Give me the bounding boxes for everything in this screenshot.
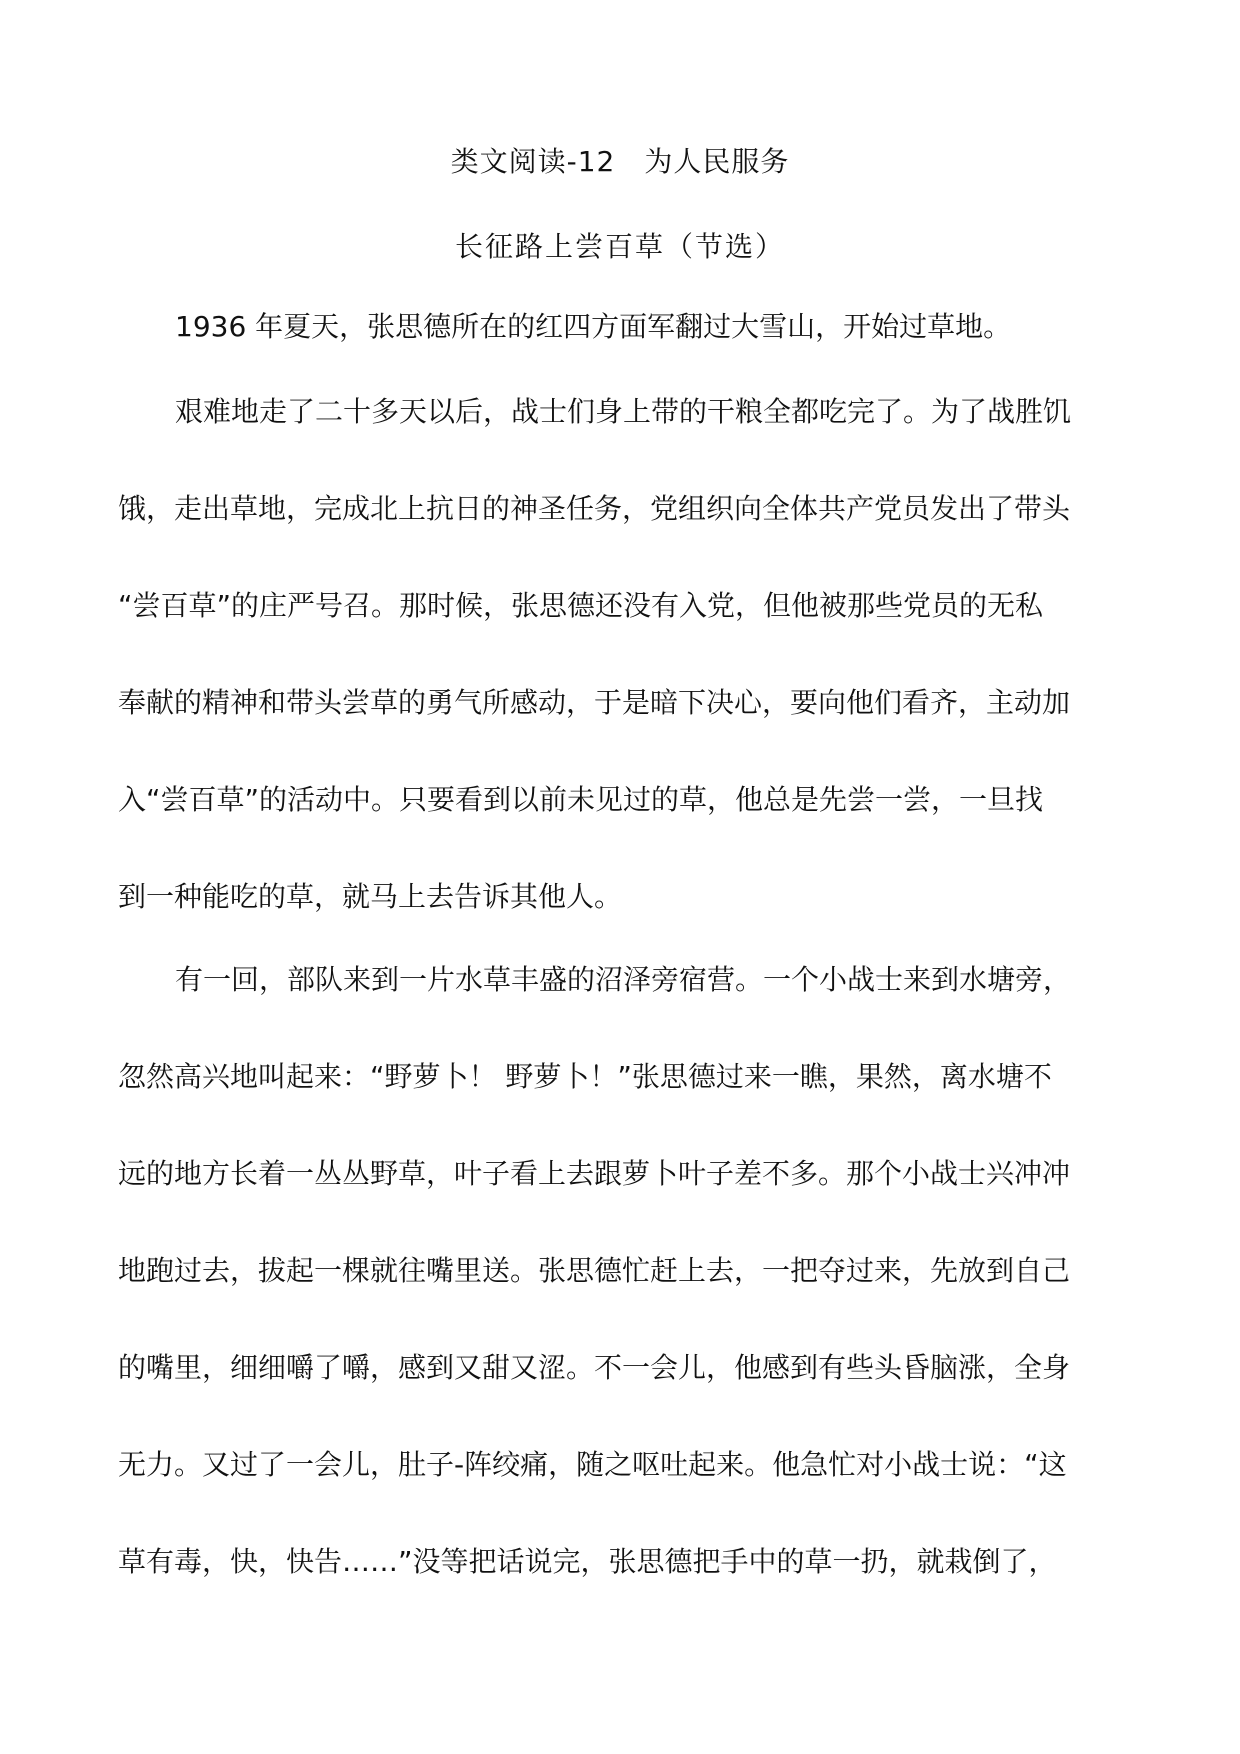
paragraph-3-line: 远的地方长着一丛丛野草，叶子看上去跟萝卜叶子差不多。那个小战士兴冲冲 — [118, 1157, 1071, 1190]
paragraph-2-line: 奉献的精神和带头尝草的勇气所感动，于是暗下决心，要向他们看齐，主动加 — [118, 686, 1071, 719]
paragraph-2-line: 到一种能吃的草，就马上去告诉其他人。 — [118, 880, 623, 913]
document-title: 类文阅读-12 为人民服务 — [450, 145, 790, 178]
document-subtitle: 长征路上尝百草（节选） — [454, 230, 785, 263]
paragraph-3-line: 草有毒，快，快告……”没等把话说完，张思德把手中的草一扔，就栽倒了， — [118, 1545, 1057, 1578]
paragraph-3-line: 忽然高兴地叫起来：“野萝卜！ 野萝卜！”张思德过来一瞧，果然，离水塘不 — [118, 1060, 1052, 1093]
paragraph-3-line: 无力。又过了一会儿，肚子-阵绞痛，随之呕吐起来。他急忙对小战士说：“这 — [118, 1448, 1067, 1481]
paragraph-2-line: 饿，走出草地，完成北上抗日的神圣任务，党组织向全体共产党员发出了带头 — [118, 492, 1071, 525]
paragraph-2 — [118, 392, 1122, 974]
paragraph-3-line: 的嘴里，细细嚼了嚼，感到又甜又涩。不一会儿，他感到有些头昏脑涨，全身 — [118, 1351, 1071, 1384]
paragraph-2-line: 入“尝百草”的活动中。只要看到以前未见过的草，他总是先尝一尝，一旦找 — [118, 783, 1044, 816]
paragraph-2-line: “尝百草”的庄严号召。那时候，张思德还没有入党，但他被那些党员的无私 — [118, 589, 1044, 622]
paragraph-3 — [118, 960, 1122, 1639]
paragraph-2-line: 艰难地走了二十多天以后，战士们身上带的干粮全都吃完了。为了战胜饥 — [175, 395, 1072, 428]
paragraph-1: 1936 年夏天，张思德所在的红四方面军翻过大雪山，开始过草地。 — [175, 310, 1012, 343]
paragraph-3-line: 有一回，部队来到一片水草丰盛的沼泽旁宿营。一个小战士来到水塘旁， — [175, 963, 1072, 996]
paragraph-3-line: 地跑过去，拔起一棵就往嘴里送。张思德忙赶上去，一把夺过来，先放到自己 — [118, 1254, 1071, 1287]
